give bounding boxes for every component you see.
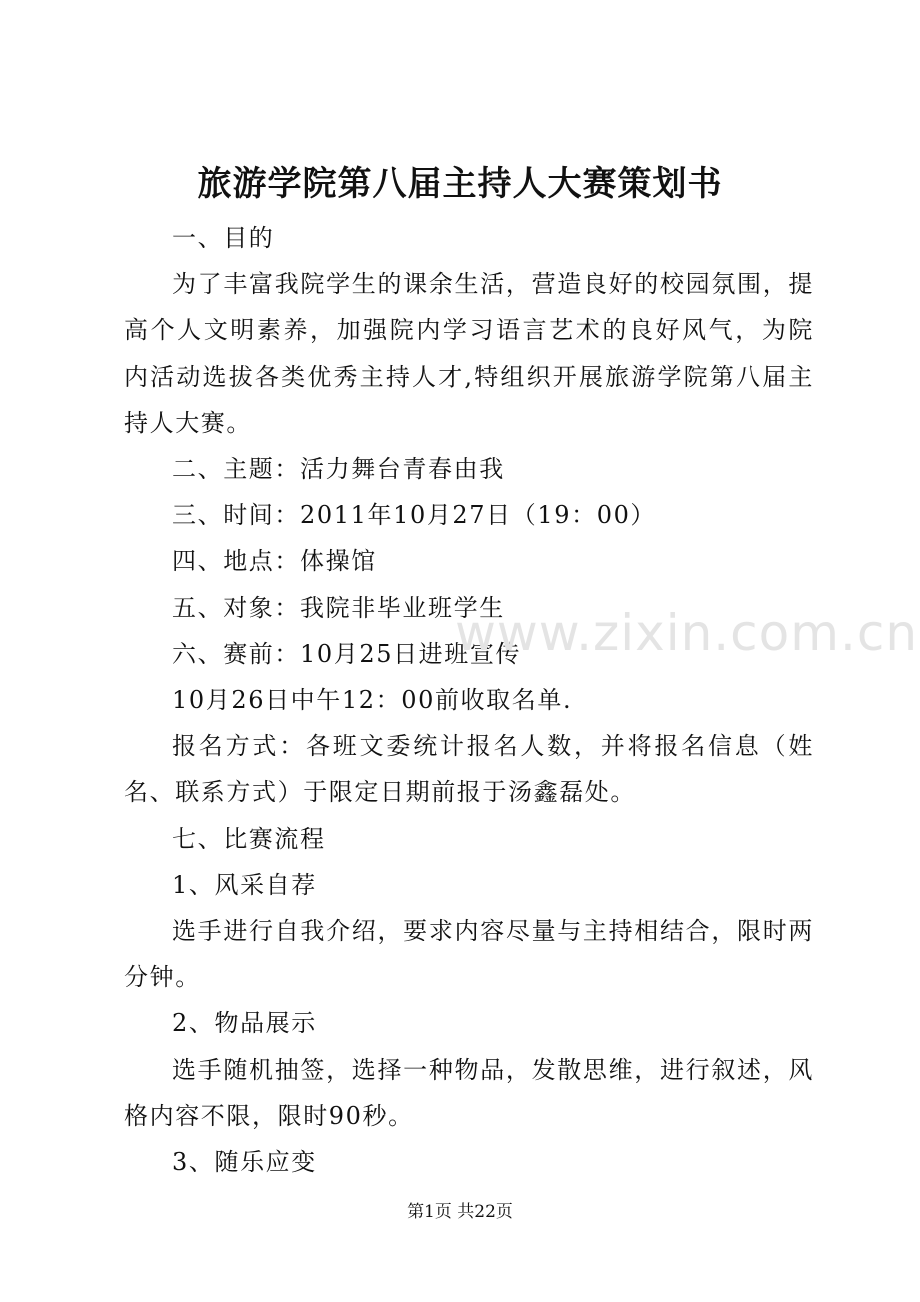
- registration-paragraph: 报名方式：各班文委统计报名人数，并将报名信息（姓名、联系方式）于限定日期前报于汤鑫磊处。: [124, 732, 814, 807]
- step-heading-1: 1、风采自荐: [172, 870, 317, 899]
- document-body: [124, 215, 814, 1185]
- deadline-line: 10月26日中午12：00前收取名单.: [172, 686, 573, 715]
- time-line: 三、时间：2011年10月27日（19：00）: [172, 501, 657, 530]
- section-heading-process: 七、比赛流程: [172, 824, 326, 853]
- purpose-paragraph: 为了丰富我院学生的课余生活，营造良好的校园氛围，提高个人文明素养，加强院内学习语言艺术的良好风气，为院内活动选拔各类优秀主持人才,特组织开展旅游学院第八届主持人大赛。: [124, 270, 814, 437]
- location-line: 四、地点：体操馆: [172, 547, 377, 576]
- page-number-footer: 第1页 共22页: [407, 1202, 513, 1222]
- pre-event-line: 六、赛前：10月25日进班宣传: [172, 639, 522, 668]
- document-title: 旅游学院第八届主持人大赛策划书: [197, 164, 723, 204]
- audience-line: 五、对象：我院非毕业班学生: [172, 593, 505, 622]
- step-heading-3: 3、随乐应变: [172, 1148, 317, 1177]
- theme-line: 二、主题：活力舞台青春由我: [172, 455, 505, 484]
- step-description-2: 选手随机抽签，选择一种物品，发散思维，进行叙述，风格内容不限，限时90秒。: [124, 1055, 814, 1130]
- section-heading-purpose: 一、目的: [172, 224, 275, 252]
- step-heading-2: 2、物品展示: [172, 1009, 317, 1038]
- watermark: www.zixin.com.cn: [455, 604, 919, 662]
- step-description-1: 选手进行自我介绍，要求内容尽量与主持相结合，限时两分钟。: [124, 917, 814, 992]
